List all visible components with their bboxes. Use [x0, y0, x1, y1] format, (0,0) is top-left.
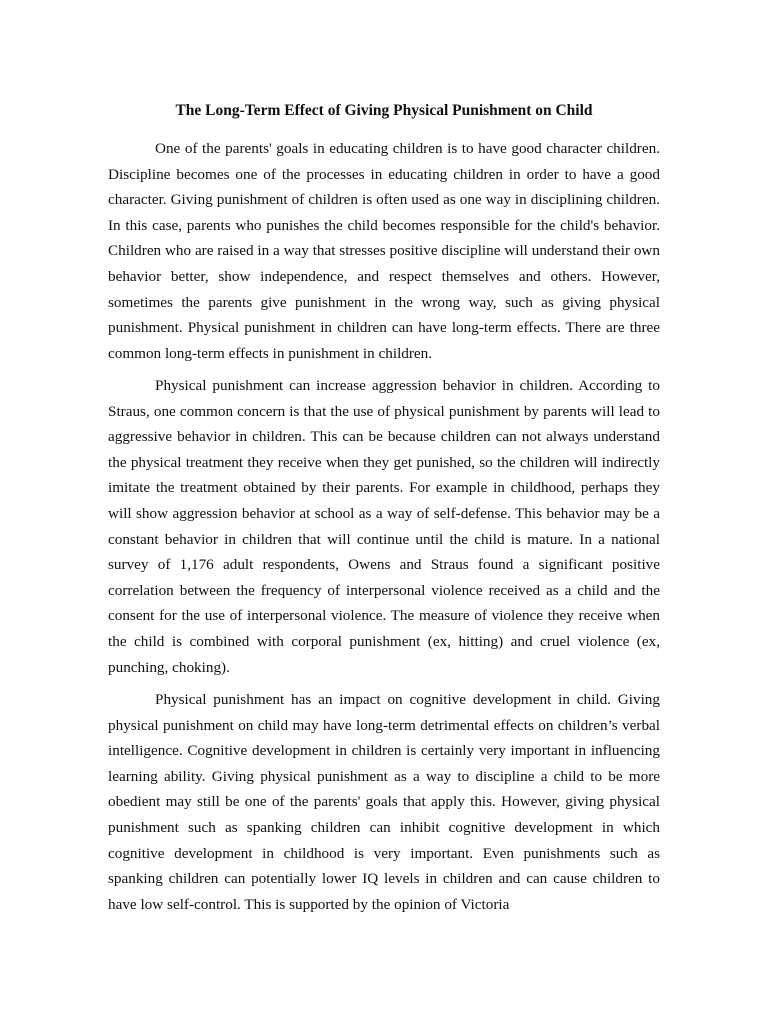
paragraph-aggression: Physical punishment can increase aggression behavior in children. According to Straus, one common concern is that the use of physical punishment by parents will lead to aggressive behavior in children. This can be because children can not always understand the physical treatment they receive when they get punished, so the children will indirectly imitate the treatment obtained by their parents. For example in childhood, perhaps they will show aggression behavior at school as a way of self-defense. This behavior may be a constant behavior in children that will continue until the child is mature. In a national survey of 1,176 adult respondents, Owens and Straus found a significant positive correlation between the frequency of interpersonal violence received as a child and the consent for the use of interpersonal violence. The measure of violence they receive when the child is combined with corporal punishment (ex, hitting) and cruel violence (ex, punching, choking). [108, 377, 660, 676]
paragraph-cognitive: Physical punishment has an impact on cognitive development in child. Giving physical punishment on child may have long-term detrimental effects on children’s verbal intelligence. Cognitive development in children is certainly very important in influencing learning ability. Giving physical punishment as a way to discipline a child to be more obedient may still be one of the parents' goals that apply this. However, giving physical punishment such as spanking children can inhibit cognitive development in which cognitive development in childhood is very important. Even punishments such as spanking children can potentially lower IQ levels in children and can cause children to have low self-control. This is supported by the opinion of Victoria [108, 691, 660, 913]
paragraph-intro: One of the parents' goals in educating children is to have good character children. Discipline becomes one of the processes in educating children in order to have a good character. Giving punishment of children is often used as one way in disciplining children. In this case, parents who punishes the child becomes responsible for the child's behavior. Children who are raised in a way that stresses positive discipline will understand their own behavior better, show independence, and respect themselves and others. However, sometimes the parents give punishment in the wrong way, such as giving physical punishment. Physical punishment in children can have long-term effects. There are three common long-term effects in punishment in children. [108, 140, 660, 362]
document-title: The Long-Term Effect of Giving Physical Punishment on Child [175, 102, 593, 119]
